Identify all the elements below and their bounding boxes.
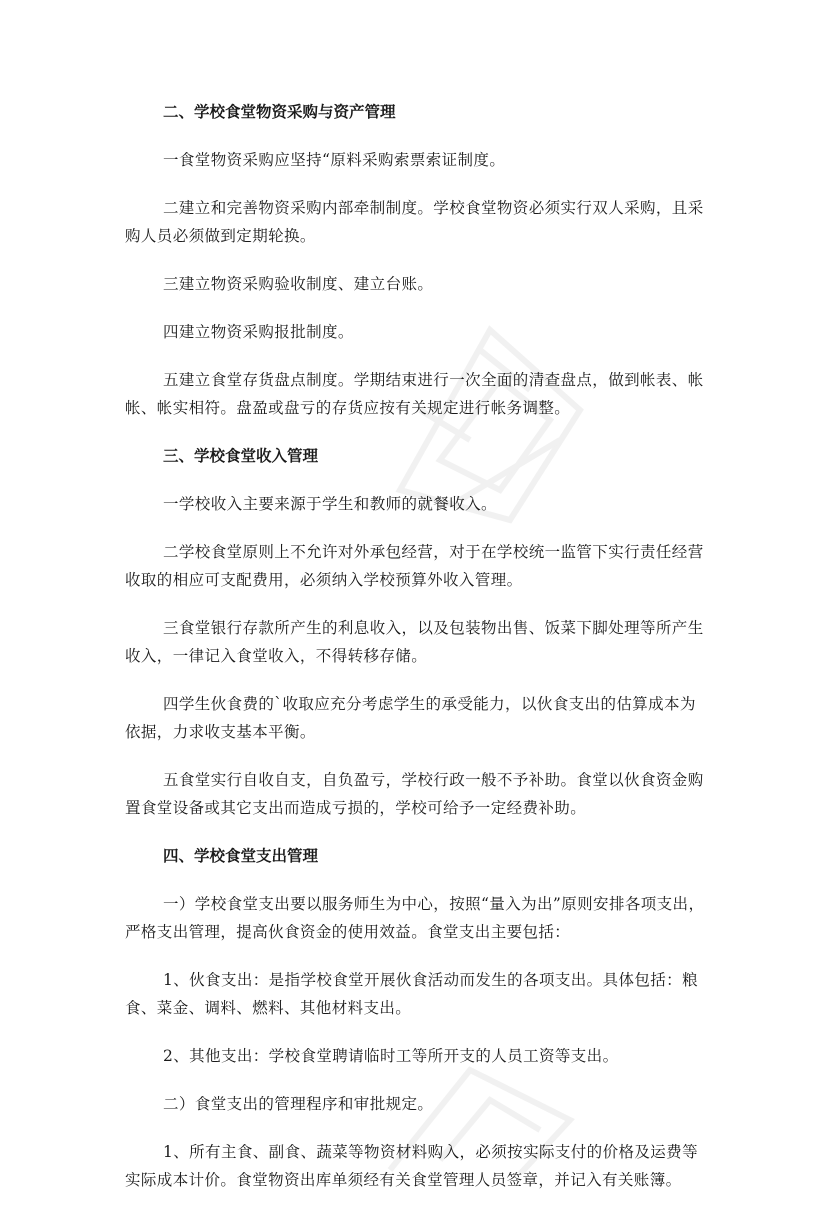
- paragraph: 一学校收入主要来源于学生和教师的就餐收入。: [163, 495, 497, 513]
- document-body: [125, 98, 710, 1214]
- paragraph: 2、其他支出：学校食堂聘请临时工等所开支的人员工资等支出。: [163, 1047, 619, 1065]
- paragraph: 四建立物资采购报批制度。: [163, 323, 354, 341]
- section-heading: 四、学校食堂支出管理: [163, 847, 319, 865]
- paragraph: 一食堂物资采购应坚持“原料采购索票索证制度。: [163, 151, 506, 169]
- paragraph: 二）食堂支出的管理程序和审批规定。: [163, 1095, 434, 1113]
- paragraph: 二建立和完善物资采购内部牵制制度。学校食堂物资必须实行双人采购，且采购人员必须做到定期轮换。: [125, 199, 704, 245]
- paragraph: 一）学校食堂支出要以服务师生为中心，按照“量入为出”原则安排各项支出，严格支出管理，提高伙食资金的使用效益。食堂支出主要包括：: [125, 895, 705, 941]
- paragraph: 四学生伙食费的`收取应充分考虑学生的承受能力，以伙食支出的估算成本为依据，力求收支基本平衡。: [125, 695, 696, 741]
- section-heading: 三、学校食堂收入管理: [163, 447, 319, 465]
- paragraph: 三食堂银行存款所产生的利息收入，以及包装物出售、饭菜下脚处理等所产生收入，一律记入食堂收入，不得转移存储。: [125, 619, 704, 665]
- paragraph: 1、所有主食、副食、蔬菜等物资材料购入，必须按实际支付的价格及运费等实际成本计价。食堂物资出库单须经有关食堂管理人员签章，并记入有关账簿。: [125, 1143, 698, 1189]
- section-heading: 二、学校食堂物资采购与资产管理: [163, 103, 396, 121]
- paragraph: 五食堂实行自收自支，自负盈亏，学校行政一般不予补助。食堂以伙食资金购置食堂设备或其它支出而造成亏损的，学校可给予一定经费补助。: [125, 771, 704, 817]
- paragraph: 1、伙食支出：是指学校食堂开展伙食活动而发生的各项支出。具体包括：粮食、菜金、调料、燃料、其他材料支出。: [125, 971, 698, 1017]
- paragraph: 三建立物资采购验收制度、建立台账。: [163, 275, 434, 293]
- paragraph: 五建立食堂存货盘点制度。学期结束进行一次全面的清查盘点，做到帐表、帐帐、帐实相符。盘盈或盘亏的存货应按有关规定进行帐务调整。: [125, 371, 704, 417]
- paragraph: 二学校食堂原则上不允许对外承包经营，对于在学校统一监管下实行责任经营收取的相应可支配费用，必须纳入学校预算外收入管理。: [125, 543, 704, 589]
